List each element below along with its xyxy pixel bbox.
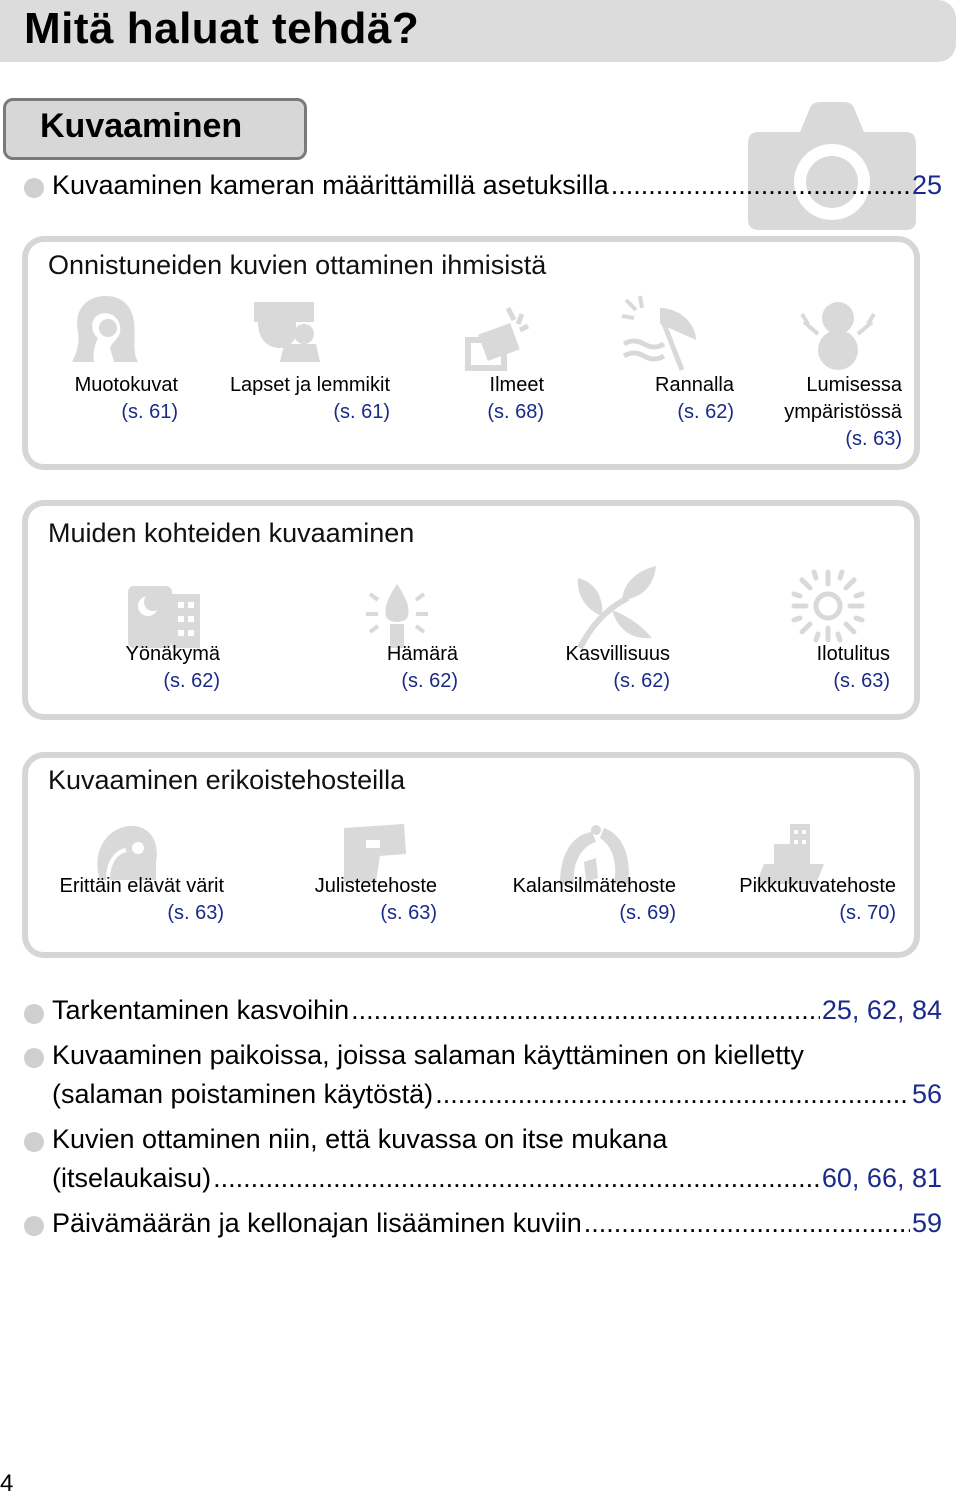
page-number: 4	[0, 1470, 14, 1497]
title-bar	[0, 0, 956, 62]
scene-item[interactable]	[770, 641, 890, 695]
effect-label: Erittäin elävät värit	[59, 875, 224, 897]
page-ref[interactable]: (s. 63)	[167, 902, 224, 924]
scene-item[interactable]	[96, 641, 220, 695]
kids-pets-icon	[244, 292, 324, 368]
scene-label: Yönäkymä	[125, 643, 220, 665]
scene-label: Muotokuvat	[74, 374, 178, 396]
foliage-icon	[572, 564, 658, 652]
low-light-icon	[364, 578, 430, 650]
scene-item[interactable]	[190, 372, 390, 426]
toc-entry[interactable]	[52, 170, 942, 201]
toc-entry-pages[interactable]: 25, 62, 84	[821, 995, 942, 1025]
smart-shutter-icon	[462, 300, 534, 372]
snowman-icon	[798, 294, 878, 372]
scene-label: Lapset ja lemmikit	[229, 374, 390, 396]
effect-item[interactable]	[476, 873, 676, 927]
page-ref[interactable]: (s. 63)	[380, 902, 437, 924]
scene-item[interactable]	[340, 641, 458, 695]
scene-item[interactable]	[40, 372, 178, 426]
section-tab	[3, 98, 307, 160]
panel-title: Onnistuneiden kuvien ottaminen ihmisistä	[48, 250, 547, 280]
scene-label: Lumisessa	[806, 374, 902, 396]
beach-icon	[620, 294, 700, 372]
effect-label: Julistetehoste	[314, 875, 437, 897]
effect-label: Kalansilmätehoste	[512, 875, 676, 897]
toc-entry-pages[interactable]: 56	[911, 1079, 942, 1109]
bullet	[24, 178, 44, 198]
toc-entry-text: Kuvaaminen paikoissa, joissa salaman käyttäminen on kielletty	[52, 1040, 804, 1070]
scene-item[interactable]	[740, 372, 902, 453]
dot-leader	[611, 170, 910, 201]
page-ref[interactable]: (s. 62)	[613, 670, 670, 692]
toc-entry[interactable]	[52, 995, 942, 1026]
page-title: Mitä haluat tehdä?	[24, 4, 420, 53]
scene-item[interactable]	[430, 372, 544, 426]
scene-label: Ilmeet	[489, 374, 544, 396]
dot-leader	[435, 1079, 910, 1110]
effect-item[interactable]	[290, 873, 437, 927]
effect-label: Pikkukuvatehoste	[739, 875, 896, 897]
toc-entry-pages[interactable]: 59	[911, 1208, 942, 1238]
page-ref[interactable]: (s. 68)	[487, 401, 544, 423]
toc-entry-text: Kuvien ottaminen niin, että kuvassa on itse mukana	[52, 1124, 668, 1154]
page-ref[interactable]: (s. 61)	[333, 401, 390, 423]
dot-leader	[213, 1163, 820, 1194]
scene-item[interactable]	[530, 641, 670, 695]
scene-label: ympäristössä	[784, 401, 902, 423]
toc-entry-pages[interactable]: 60, 66, 81	[821, 1163, 942, 1193]
effect-item[interactable]	[26, 873, 224, 927]
bullet	[24, 1132, 44, 1152]
scene-label: Hämärä	[386, 643, 458, 665]
page-ref[interactable]: (s. 62)	[677, 401, 734, 423]
toc-entry[interactable]	[52, 1163, 942, 1194]
toc-entry-text: (itselaukaisu)	[52, 1163, 212, 1193]
fireworks-icon	[790, 568, 866, 644]
panel-title: Kuvaaminen erikoistehosteilla	[48, 765, 406, 795]
toc-entry[interactable]	[52, 1079, 942, 1110]
scene-label: Kasvillisuus	[565, 643, 670, 665]
dot-leader	[351, 995, 820, 1026]
portrait-icon	[70, 292, 142, 368]
toc-entry-text: Kuvaaminen kameran määrittämillä asetuksilla	[52, 170, 609, 200]
page-ref[interactable]: (s. 61)	[121, 401, 178, 423]
toc-entry-text: (salaman poistaminen käytöstä)	[52, 1079, 434, 1109]
bullet	[24, 1216, 44, 1236]
scene-item[interactable]	[600, 372, 734, 426]
page-ref[interactable]: (s. 62)	[163, 670, 220, 692]
bullet	[24, 1004, 44, 1024]
section-tab-label: Kuvaaminen	[40, 107, 243, 145]
panel-title: Muiden kohteiden kuvaaminen	[48, 518, 415, 548]
toc-entry-pages[interactable]: 25	[911, 170, 942, 200]
scene-label: Rannalla	[655, 374, 734, 396]
bullet	[24, 1048, 44, 1068]
scene-label: Ilotulitus	[816, 643, 890, 665]
page-ref[interactable]: (s. 63)	[833, 670, 890, 692]
toc-entry-text: Tarkentaminen kasvoihin	[52, 995, 350, 1025]
toc-entry[interactable]	[52, 1208, 942, 1239]
effect-item[interactable]	[706, 873, 896, 927]
toc-entry-text: Päivämäärän ja kellonajan lisääminen kuviin	[52, 1208, 582, 1238]
dot-leader	[584, 1208, 910, 1239]
camera-icon	[744, 94, 920, 234]
page-ref[interactable]: (s. 69)	[619, 902, 676, 924]
page-ref[interactable]: (s. 70)	[839, 902, 896, 924]
page-ref[interactable]: (s. 63)	[845, 428, 902, 450]
page-ref[interactable]: (s. 62)	[401, 670, 458, 692]
